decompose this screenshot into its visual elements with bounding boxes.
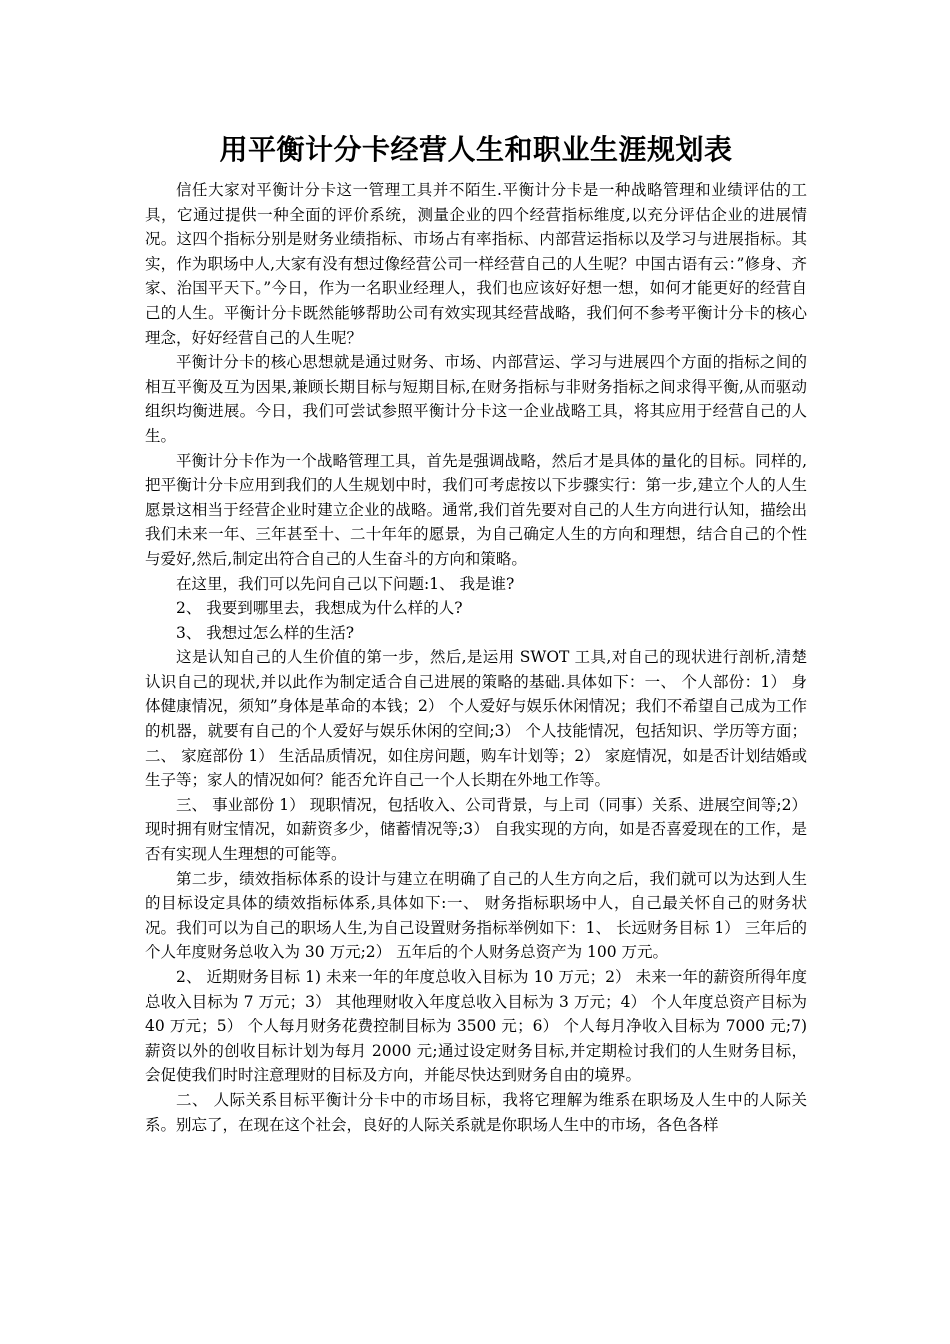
- paragraph-intro: 信任大家对平衡计分卡这一管理工具并不陌生.平衡计分卡是一种战略管理和业绩评估的工具，它通过提供一种全面的评价系统，测量企业的四个经营指标维度,以充分评估企业的进展情况。这四个指标分别是财务业绩指标、市场占有率指标、内部营运指标以及学习与进展指标。其实，作为职场中人,大家有没有想过像经营公司一样经营自己的人生呢？中国古语有云：”修身、齐家、治国平天下。”今日，作为一名职业经理人，我们也应该好好想一想，如何才能更好的经营自己的人生。平衡计分卡既然能够帮助公司有效实现其经营战略，我们何不参考平衡计分卡的核心理念，好好经营自己的人生呢？: [145, 181, 807, 347]
- paragraph-step-two: 第二步，绩效指标体系的设计与建立在明确了自己的人生方向之后，我们就可以为达到人生的目标设定具体的绩效指标体系,具体如下:一、 财务指标职场中人，自己最关怀自己的财务状况。我们可以为自己的职场人生,为自己设置财务指标举例如下：1、 长远财务目标 1） 三年后的个人年度财务总收入为 30 万元;2） 五年后的个人财务总资产为 100 万元。: [145, 869, 807, 962]
- paragraph-career: 三、 事业部份 1） 现职情况，包括收入、公司背景，与上司（同事）关系、进展空间等;2） 现时拥有财宝情况，如薪资多少，储蓄情况等;3） 自我实现的方向，如是否喜爱现在的工作，是否有实现人生理想的可能等。: [145, 795, 807, 864]
- paragraph-swot: 这是认知自己的人生价值的第一步，然后,是运用 SWOT 工具,对自己的现状进行剖析,清楚认识自己的现状,并以此作为制定适合自己进展的策略的基础.具体如下：一、 个人部份：1） 身体健康情况，须知”身体是革命的本钱；2） 个人爱好与娱乐休闲情况；我们不希望自己成为工作的机器，就要有自己的个人爱好与娱乐休闲的空间;3） 个人技能情况，包括知识、学历等方面；二、 家庭部份 1） 生活品质情况，如住房问题，购车计划等；2） 家庭情况，如是否计划结婚或生子等；家人的情况如何？能否允许自己一个人长期在外地工作等。: [145, 648, 807, 790]
- paragraph-question-1: 在这里，我们可以先问自己以下问题:1、 我是谁?: [176, 574, 515, 593]
- paragraph-question-2: 2、 我要到哪里去，我想成为什么样的人?: [176, 599, 463, 618]
- paragraph-core-idea: 平衡计分卡的核心思想就是通过财务、市场、内部营运、学习与进展四个方面的指标之间的相互平衡及互为因果,兼顾长期目标与短期目标,在财务指标与非财务指标之间求得平衡,从而驱动组织均衡进展。今日，我们可尝试参照平衡计分卡这一企业战略工具，将其应用于经营自己的人生。: [145, 353, 807, 445]
- paragraph-question-3: 3、 我想过怎么样的生活?: [176, 623, 355, 642]
- paragraph-short-term-finance: 2、 近期财务目标 1) 未来一年的年度总收入目标为 10 万元；2） 未来一年的薪资所得年度总收入目标为 7 万元；3） 其他理财收入年度总收入目标为 3 万元；4） 个人年度总资产目标为 40 万元；5） 个人每月财务花费控制目标为 3500 元；6） 个人每月净收入目标为 7000 元;7) 薪资以外的创收目标计划为每月 2000 元;通过设定财务目标,并定期检讨我们的人生财务目标，会促使我们时时注意理财的目标及方向，并能尽快达到财务自由的境界。: [145, 968, 807, 1085]
- paragraph-step-one: 平衡计分卡作为一个战略管理工具，首先是强调战略，然后才是具体的量化的目标。同样的,把平衡计分卡应用到我们的人生规划中时，我们可考虑按以下步骤实行：第一步,建立个人的人生愿景这相当于经营企业时建立企业的战略。通常,我们首先要对自己的人生方向进行认知，描绘出我们未来一年、三年甚至十、二十年年的愿景，为自己确定人生的方向和理想，结合自己的个性与爱好,然后,制定出符合自己的人生奋斗的方向和策略。: [145, 451, 807, 568]
- paragraph-relationships: 二、 人际关系目标平衡计分卡中的市场目标，我将它理解为维系在职场及人生中的人际关系。别忘了，在现在这个社会，良好的人际关系就是你职场人生中的市场，各色各样: [145, 1090, 807, 1134]
- document-title: 用平衡计分卡经营人生和职业生涯规划表: [219, 133, 733, 166]
- document-page: [145, 128, 807, 1137]
